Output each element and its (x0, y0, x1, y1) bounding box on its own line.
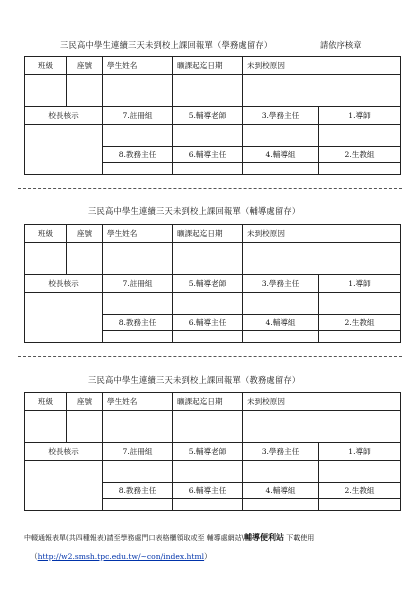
sign-box[interactable] (103, 293, 173, 315)
sign-box[interactable] (243, 163, 319, 175)
footer-after: 下載使用 (284, 534, 315, 542)
header-class: 班級 (25, 225, 67, 243)
footer-link-line (30, 551, 212, 562)
sign-label: 1.導師 (319, 443, 401, 461)
footer-site-name: 輔導便利站 (244, 532, 285, 542)
sign-box[interactable] (319, 293, 401, 315)
sign-label: 8.教務主任 (103, 483, 173, 499)
cut-line (18, 356, 402, 357)
sign-box[interactable] (243, 293, 319, 315)
sign-label: 6.輔導主任 (173, 483, 243, 499)
sign-box[interactable] (243, 331, 319, 343)
sign-label: 7.註冊組 (103, 443, 173, 461)
footer-text: 中輟通報表單(共四種報表)請至學務處門口表格櫃領取或至 輔導處網站\ (24, 534, 245, 542)
header-absence-dates: 曠課起迄日期 (173, 57, 243, 75)
sign-box[interactable] (103, 499, 173, 511)
sign-label: 5.輔導老師 (173, 443, 243, 461)
header-student-name: 學生姓名 (103, 57, 173, 75)
report-table (24, 224, 401, 343)
sign-label: 4.輔導組 (243, 483, 319, 499)
sign-box[interactable] (319, 331, 401, 343)
header-class: 班級 (25, 57, 67, 75)
sign-box[interactable] (103, 125, 173, 147)
sign-box[interactable] (319, 499, 401, 511)
header-absence-dates: 曠課起迄日期 (173, 393, 243, 411)
header-class: 班級 (25, 393, 67, 411)
sign-box[interactable] (319, 461, 401, 483)
sign-label: 8.教務主任 (103, 147, 173, 163)
sign-label: 7.註冊組 (103, 275, 173, 293)
sign-label: 7.註冊組 (103, 107, 173, 125)
sign-label: 5.輔導老師 (173, 275, 243, 293)
sign-label: 8.教務主任 (103, 315, 173, 331)
header-absence-reason: 未到校原因 (243, 393, 401, 411)
form-title: 三民高中學生連續三天未到校上課回報單（教務處留存） (88, 375, 301, 385)
sign-box[interactable] (319, 163, 401, 175)
sign-label: 1.導師 (319, 107, 401, 125)
sign-box[interactable] (173, 125, 243, 147)
header-seat: 座號 (67, 57, 103, 75)
header-student-name: 學生姓名 (103, 393, 173, 411)
header-absence-reason: 未到校原因 (243, 225, 401, 243)
absence-dates-field[interactable] (173, 411, 243, 443)
cut-line (18, 188, 402, 189)
sign-label: 5.輔導老師 (173, 107, 243, 125)
sign-label: 4.輔導組 (243, 315, 319, 331)
sign-box[interactable] (173, 163, 243, 175)
link-open-paren: （ (30, 552, 38, 561)
sign-box[interactable] (173, 331, 243, 343)
sign-box[interactable] (243, 461, 319, 483)
sign-box[interactable] (103, 331, 173, 343)
form-title: 三民高中學生連續三天未到校上課回報單（輔導處留存） (88, 206, 301, 216)
seat-field[interactable] (67, 243, 103, 275)
absence-dates-field[interactable] (173, 75, 243, 107)
sign-label: 2.生教組 (319, 483, 401, 499)
seat-field[interactable] (67, 411, 103, 443)
sign-box[interactable] (243, 125, 319, 147)
class-field[interactable] (25, 411, 67, 443)
sign-label: 6.輔導主任 (173, 315, 243, 331)
sign-box[interactable] (173, 293, 243, 315)
sign-label: 6.輔導主任 (173, 147, 243, 163)
header-absence-reason: 未到校原因 (243, 57, 401, 75)
principal-sign-box[interactable] (25, 293, 103, 343)
sign-box[interactable] (103, 163, 173, 175)
sign-label: 3.學務主任 (243, 275, 319, 293)
principal-label: 校長核示 (25, 107, 103, 125)
principal-sign-box[interactable] (25, 125, 103, 175)
absence-reason-field[interactable] (243, 243, 401, 275)
absence-reason-field[interactable] (243, 75, 401, 107)
report-table (24, 56, 401, 175)
principal-sign-box[interactable] (25, 461, 103, 511)
header-student-name: 學生姓名 (103, 225, 173, 243)
absence-reason-field[interactable] (243, 411, 401, 443)
class-field[interactable] (25, 75, 67, 107)
sign-box[interactable] (103, 461, 173, 483)
report-table (24, 392, 401, 511)
class-field[interactable] (25, 243, 67, 275)
sign-box[interactable] (173, 461, 243, 483)
student-name-field[interactable] (103, 243, 173, 275)
principal-label: 校長核示 (25, 275, 103, 293)
approval-note: 請依序核章 (320, 40, 362, 50)
sign-box[interactable] (243, 499, 319, 511)
sign-label: 4.輔導組 (243, 147, 319, 163)
footer-instructions (24, 532, 314, 543)
sign-label: 3.學務主任 (243, 443, 319, 461)
sign-label: 3.學務主任 (243, 107, 319, 125)
sign-label: 2.生教組 (319, 315, 401, 331)
link-close-paren: ） (204, 552, 212, 561)
form-title: 三民高中學生連續三天未到校上課回報單（學務處留存） (60, 40, 273, 50)
header-seat: 座號 (67, 225, 103, 243)
student-name-field[interactable] (103, 75, 173, 107)
header-absence-dates: 曠課起迄日期 (173, 225, 243, 243)
header-seat: 座號 (67, 393, 103, 411)
sign-box[interactable] (319, 125, 401, 147)
sign-box[interactable] (173, 499, 243, 511)
seat-field[interactable] (67, 75, 103, 107)
principal-label: 校長核示 (25, 443, 103, 461)
sign-label: 2.生教組 (319, 147, 401, 163)
sign-label: 1.導師 (319, 275, 401, 293)
guidance-site-link[interactable]: http://w2.smsh.tpc.edu.tw/~con/index.html (37, 552, 205, 561)
student-name-field[interactable] (103, 411, 173, 443)
absence-dates-field[interactable] (173, 243, 243, 275)
